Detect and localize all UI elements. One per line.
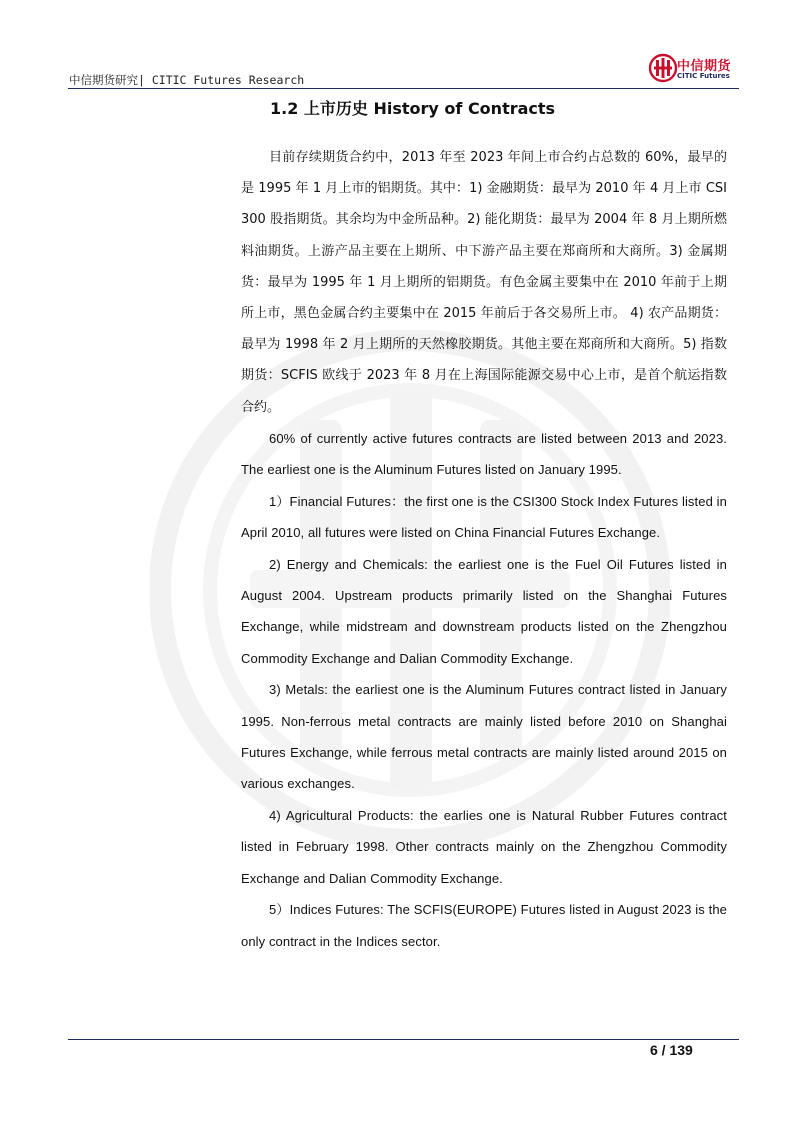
english-paragraph-financial: 1）Financial Futures：the first one is the CSI300 Stock Index Futures listed in April 2010, all futures were listed on China Financial Futures Exchange. bbox=[241, 493, 727, 541]
header-divider bbox=[68, 88, 739, 89]
chinese-paragraph-text: 目前存续期货合约中，2013 年至 2023 年间上市合约占总数的 60%，最早的是 1995 年 1 月上市的铝期货。其中：1) 金融期货：最早为 2010 年 4 月上市 CSI300 股指期货。其余均为中金所品种。2) 能化期货：最早为 2004 年 8 月上期所燃料油期货。上游产品主要在上期所、中下游产品主要在郑商所和大商所。3) 金属期货：最早为 1995 年 1 月上期所的铝期货。有色金属主要集中在 2010 年前于上期所上市，黑色金属合约主要集中在 2015 年前后于各交易所上市。 4) 农产品期货：最早为 1998 年 2 月上期所的天然橡胶期货。其他主要在郑商所和大商所。5) 指数期货：SCFIS 欧线于 2023 年 8 月在上海国际能源交易中心上市，是首个航运指数合约。 bbox=[241, 150, 727, 415]
english-paragraph-agricultural: 4) Agricultural Products: the earlies one is Natural Rubber Futures contract listed in February 1998. Other contracts mainly on the Zhengzhou Commodity Exchange and Dalian Commodity Exchange. bbox=[241, 807, 727, 886]
footer-divider bbox=[68, 1039, 739, 1040]
citic-logo bbox=[648, 52, 740, 84]
header-title: 中信期货研究| CITIC Futures Research bbox=[69, 73, 305, 87]
logo-english-name: CITIC Futures bbox=[677, 72, 730, 80]
section-title: 1.2 上市历史 History of Contracts bbox=[270, 99, 556, 118]
english-section bbox=[241, 423, 727, 957]
english-paragraph-intro: 60% of currently active futures contracts are listed between 2013 and 2023. The earliest one is the Aluminum Futures listed on January 1995. bbox=[241, 431, 727, 478]
english-paragraph-metals: 3) Metals: the earliest one is the Aluminum Futures contract listed in January 1995. Non-ferrous metal contracts are mainly listed before 2010 on Shanghai Futures Exchange, while ferrous metal contracts are mainly listed around 2015 on various exchanges. bbox=[241, 682, 727, 792]
english-paragraph-energy: 2) Energy and Chemicals: the earliest one is the Fuel Oil Futures listed in August 2004. Upstream products primarily listed on the Shanghai Futures Exchange, while midstream and downstream products listed on the Zhengzhou Commodity Exchange and Dalian Commodity Exchange. bbox=[241, 556, 727, 666]
citic-logo-icon bbox=[648, 53, 678, 83]
chinese-paragraph bbox=[241, 142, 727, 423]
logo-chinese-name: 中信期货 bbox=[677, 59, 732, 74]
english-paragraph-indices: 5）Indices Futures: The SCFIS(EUROPE) Futures listed in August 2023 is the only contract in the Indices sector. bbox=[241, 902, 727, 949]
page-number: 6 / 139 bbox=[650, 1042, 693, 1058]
